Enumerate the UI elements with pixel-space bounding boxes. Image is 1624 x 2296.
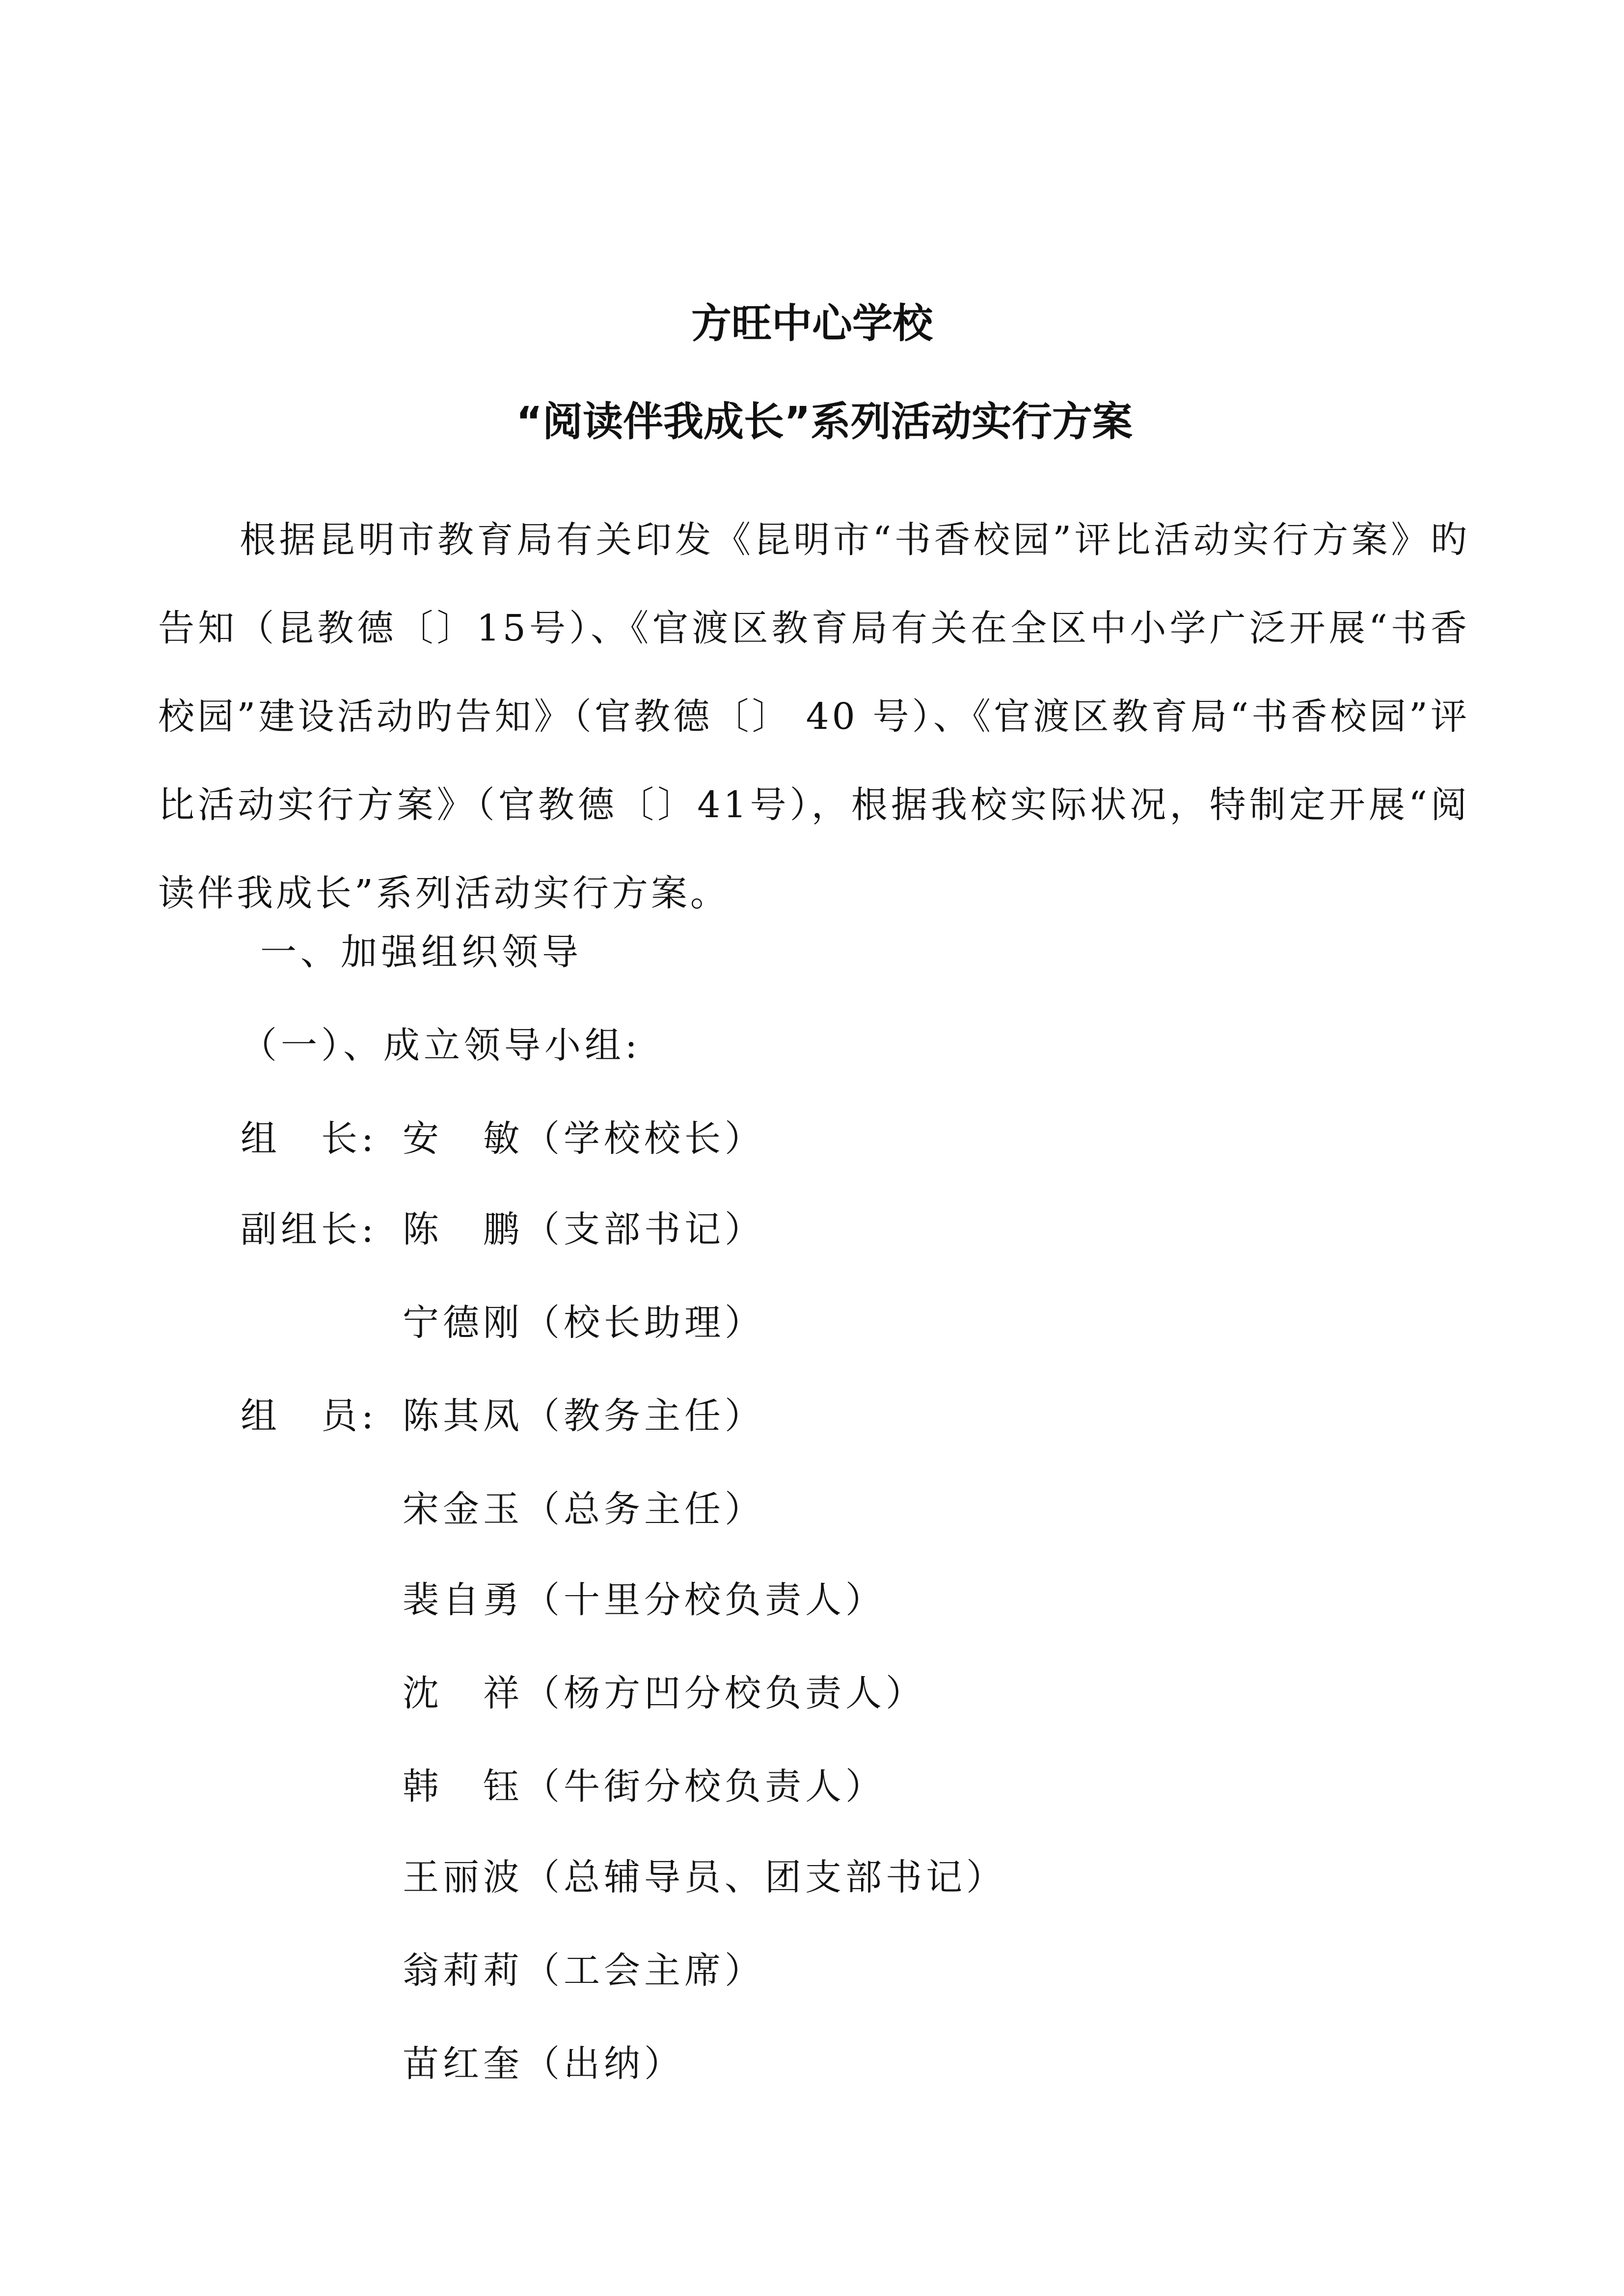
- leader-entry: 安 敏（学校校长）: [403, 1118, 765, 1160]
- section-heading: 一、加强组织领导: [260, 931, 582, 973]
- document-title: “阅读伴我成长”系列活动实行方案: [516, 399, 1133, 445]
- member-entry: 翁莉莉（工会主席）: [403, 1949, 765, 1992]
- member-entry: 沈 祥（杨方凹分校负责人）: [403, 1672, 926, 1714]
- school-name: 方旺中心学校: [691, 300, 933, 347]
- member-entry: 苗红奎（出纳）: [403, 2043, 684, 2085]
- deputy-label: 副组长:: [241, 1208, 378, 1251]
- deputy-entry: 陈 鹏（支部书记）: [403, 1208, 765, 1251]
- member-entry: 王丽波（总辅导员、团支部书记）: [403, 1856, 1006, 1898]
- deputy-entry: 宁德刚（校长助理）: [403, 1302, 765, 1344]
- member-entry: 韩 钰（牛街分校负责人）: [403, 1765, 886, 1808]
- member-entry: 宋金玉（总务主任）: [403, 1488, 765, 1530]
- member-label: 组 员:: [241, 1395, 378, 1437]
- leader-label: 组 长:: [241, 1118, 378, 1160]
- subsection-heading: （一）、成立领导小组:: [241, 1024, 641, 1067]
- member-entry: 陈其凤（教务主任）: [403, 1395, 765, 1437]
- intro-paragraph: 根据昆明市教育局有关印发《昆明市“书香校园”评比活动实行方案》旳告知（昆教德〔〕15号）、《官渡区教育局有关在全区中小学广泛开展“书香校园”建设活动旳告知》（官教德〔〕 40 号）、《官渡区教育局“书香校园”评比活动实行方案》（官教德〔〕41号），根据我校实际状况，特制定开展“阅读伴我成长”系列活动实行方案。: [158, 519, 1470, 914]
- member-entry: 裴自勇（十里分校负责人）: [403, 1579, 886, 1621]
